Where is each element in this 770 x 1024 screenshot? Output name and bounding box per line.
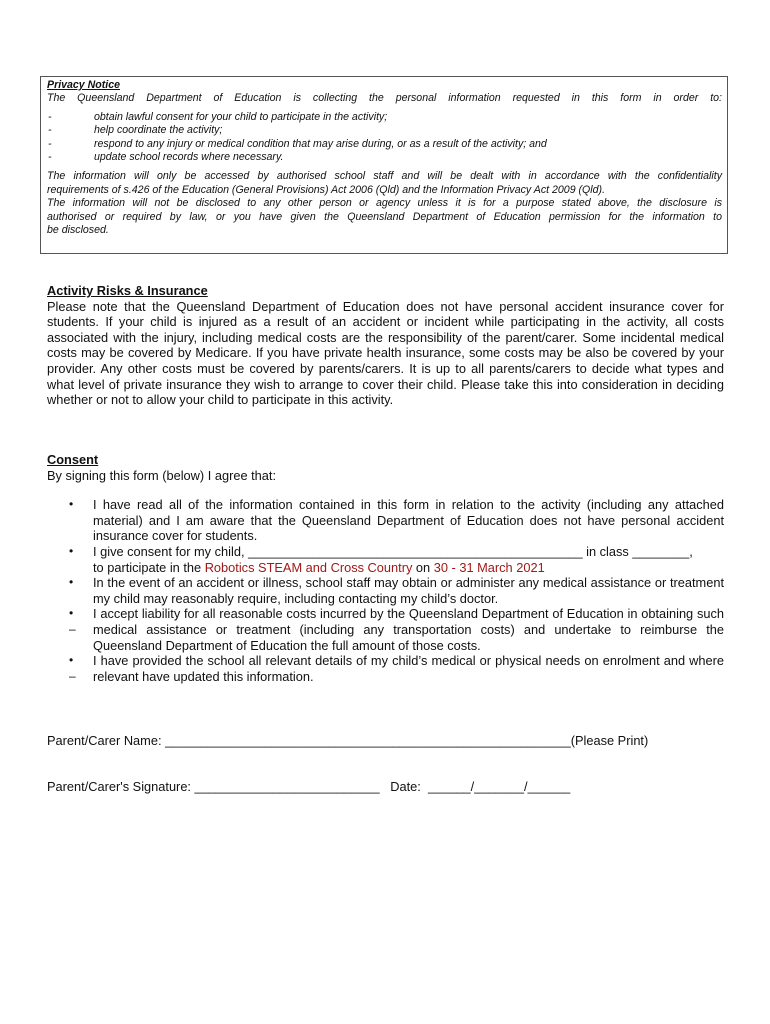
consent-text: on xyxy=(412,559,434,575)
privacy-notice-box xyxy=(40,76,728,254)
privacy-intro: The Queensland Department of Education is collecting the personal information requested in this form in order to: xyxy=(47,92,722,105)
dash-marker: - xyxy=(48,110,52,123)
dash-marker: - xyxy=(48,124,52,137)
consent-section xyxy=(47,452,724,684)
consent-text: in class xyxy=(582,543,633,559)
privacy-notice-title: Privacy Notice xyxy=(47,79,121,91)
list-item xyxy=(47,575,724,606)
paragraph-line: The information will not be disclosed to any other person or agency unless it is for a purpose stated above, the disclosure is xyxy=(47,197,722,210)
date-field[interactable]: ______/_______/______ xyxy=(427,779,571,794)
list-item xyxy=(47,138,722,151)
date-label: Date: xyxy=(379,779,428,794)
activity-dates: 30 - 31 March 2021 xyxy=(433,559,545,575)
list-item-text: help coordinate the activity; xyxy=(94,124,223,137)
privacy-purpose-list xyxy=(47,111,722,165)
consent-list xyxy=(47,497,724,684)
parent-name-field[interactable]: _________________________________________________________ xyxy=(165,733,571,748)
list-item-text: respond to any injury or medical condition that may arise during, or as a result of the activity; and xyxy=(94,137,547,150)
list-item xyxy=(47,653,724,684)
consent-text: to participate in the xyxy=(93,559,205,575)
risks-body: Please note that the Queensland Department of Education does not have personal accident insurance cover for students. If your child is injured as a result of an accident or incident while participating in the activity, all costs associated with the injury, including medical costs are the responsibility of the parent/carer. Some incidental medical costs may be covered by Medicare. If you have private health insurance, some costs may be also be covered by your provider. Any other costs must be covered by parents/carers. It is up to all parents/carers to decide what types and what level of private insurance they wish to arrange to cover their child. Please take this into consideration in deciding whether or not to allow your child to participate in this activity. xyxy=(47,298,724,408)
list-item-text: I have provided the school all relevant details of my child’s medical or physical needs on enrolment and where relevant have updated this information. xyxy=(93,653,724,684)
bullet-marker: • xyxy=(69,606,74,621)
paragraph-line: requirements of s.426 of the Education (General Provisions) Act 2006 (Qld) and the Information Privacy Act 2009 (Qld). xyxy=(47,183,606,196)
list-item-text: update school records where necessary. xyxy=(94,151,284,164)
list-item-text: In the event of an accident or illness, school staff may obtain or administer any medical assistance or treatment my child may reasonably require, including contacting my child’s doctor. xyxy=(93,575,724,606)
paragraph-line: be disclosed. xyxy=(47,224,109,237)
list-item xyxy=(47,124,722,137)
consent-intro: By signing this form (below) I agree that: xyxy=(47,467,277,483)
list-item xyxy=(47,111,722,124)
list-item xyxy=(47,151,722,164)
list-item-text: I have read all of the information contained in this form in relation to the activity (including any attached material) and I am aware that the Queensland Department of Education does not have personal accident insurance cover for students. xyxy=(93,497,724,544)
parent-name-line xyxy=(47,733,648,749)
dash-marker: – xyxy=(69,668,76,683)
consent-title: Consent xyxy=(47,452,99,467)
bullet-marker: • xyxy=(69,653,74,668)
signature-label: Parent/Carer's Signature: xyxy=(47,779,195,794)
bullet-marker: • xyxy=(69,575,74,590)
class-field[interactable]: ________, xyxy=(632,543,693,559)
please-print-note: (Please Print) xyxy=(570,733,649,748)
list-item-text: I accept liability for all reasonable costs incurred by the Queensland Department of Education in obtaining such medical assistance or treatment (including any transportation costs) and undertake to reimburse the Queensland Department of Education the full amount of those costs. xyxy=(93,606,724,653)
risks-title: Activity Risks & Insurance xyxy=(47,283,208,298)
activity-name: Robotics STEAM and Cross Country xyxy=(204,559,413,575)
signature-field[interactable]: __________________________ xyxy=(194,779,380,794)
dash-marker: - xyxy=(48,151,52,164)
privacy-disclosure-paragraph xyxy=(47,170,722,237)
dash-marker: – xyxy=(69,621,76,636)
paragraph-line: The information will only be accessed by authorised school staff and will be dealt with in accordance with the confidentiality xyxy=(47,170,722,183)
parent-name-label: Parent/Carer Name: xyxy=(47,733,166,748)
consent-activity-line xyxy=(93,560,724,576)
list-item xyxy=(47,497,724,544)
bullet-marker: • xyxy=(69,497,74,512)
child-name-field[interactable]: _______________________________________________ xyxy=(248,543,583,559)
list-item-text: obtain lawful consent for your child to participate in the activity; xyxy=(94,110,388,123)
bullet-marker: • xyxy=(69,543,74,558)
consent-text: I give consent for my child, xyxy=(93,543,249,559)
consent-child-line xyxy=(93,544,724,560)
list-item xyxy=(47,606,724,653)
paragraph-line: authorised or required by law, or you have given the Queensland Department of Education permission for the information to xyxy=(47,210,722,223)
risks-section xyxy=(47,283,724,408)
dash-marker: - xyxy=(48,137,52,150)
signature-date-line xyxy=(47,779,570,795)
list-item xyxy=(47,544,724,575)
